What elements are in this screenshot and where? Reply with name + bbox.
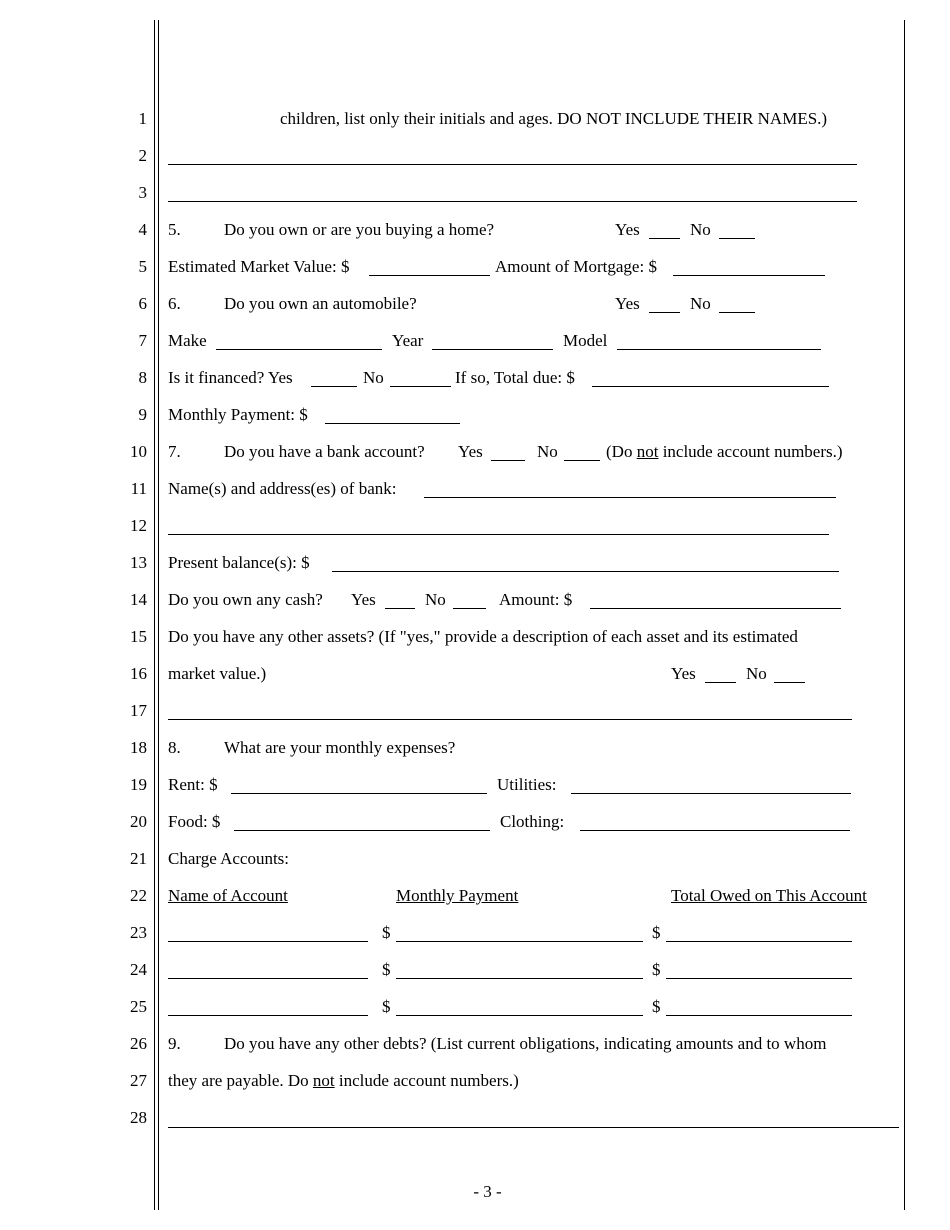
financed-yes-field[interactable] bbox=[311, 386, 357, 387]
bank-yes-field[interactable] bbox=[491, 460, 525, 461]
line-number: 1 bbox=[138, 109, 147, 128]
home-yes-field[interactable] bbox=[649, 238, 680, 239]
question-9-text: Do you have any other debts? (List current obligations, indicating amounts and to whom bbox=[224, 1034, 827, 1053]
line-number: 10 bbox=[130, 442, 147, 461]
assets-yes-field[interactable] bbox=[705, 682, 736, 683]
dollar-sign: $ bbox=[382, 960, 391, 979]
dollar-sign: $ bbox=[382, 997, 391, 1016]
auto-no-label: No bbox=[690, 294, 711, 313]
line-number: 16 bbox=[130, 664, 147, 683]
line-number: 14 bbox=[130, 590, 147, 609]
clothing-field[interactable] bbox=[580, 830, 850, 831]
question-5-text: Do you own or are you buying a home? bbox=[224, 220, 495, 239]
line-number: 17 bbox=[130, 701, 147, 720]
home-yes-label: Yes bbox=[615, 220, 640, 239]
line-number: 26 bbox=[130, 1034, 147, 1053]
monthly-payment-label: Monthly Payment: $ bbox=[168, 405, 308, 424]
account-name-field[interactable] bbox=[168, 1015, 368, 1016]
line-number: 18 bbox=[130, 738, 147, 757]
year-label: Year bbox=[392, 331, 424, 350]
note-text: they are payable. Do bbox=[168, 1071, 309, 1090]
question-5-number: 5. bbox=[168, 220, 181, 239]
mortgage-label: Amount of Mortgage: $ bbox=[495, 257, 657, 276]
line-number: 24 bbox=[130, 960, 147, 979]
bank-no-label: No bbox=[537, 442, 558, 461]
account-name-field[interactable] bbox=[168, 941, 368, 942]
right-margin-rule bbox=[904, 20, 905, 1210]
line-number: 2 bbox=[138, 146, 147, 165]
financed-yes-label: Is it financed? Yes bbox=[168, 368, 293, 387]
question-9-number: 9. bbox=[168, 1034, 181, 1053]
total-due-field[interactable] bbox=[592, 386, 829, 387]
line-number: 15 bbox=[130, 627, 147, 646]
line-number: 12 bbox=[130, 516, 147, 535]
question-7-number: 7. bbox=[168, 442, 181, 461]
dollar-sign: $ bbox=[652, 960, 661, 979]
make-field[interactable] bbox=[216, 349, 382, 350]
charge-accounts-label: Charge Accounts: bbox=[168, 849, 290, 868]
year-field[interactable] bbox=[432, 349, 553, 350]
food-field[interactable] bbox=[234, 830, 490, 831]
question-7-text: Do you have a bank account? bbox=[224, 442, 425, 461]
rent-field[interactable] bbox=[231, 793, 487, 794]
auto-yes-field[interactable] bbox=[649, 312, 680, 313]
left-margin-rule bbox=[154, 20, 155, 1210]
financed-no-label: No bbox=[363, 368, 384, 387]
account-owed-field[interactable] bbox=[666, 978, 852, 979]
monthly-payment-field[interactable] bbox=[325, 423, 460, 424]
line-number: 28 bbox=[130, 1108, 147, 1127]
financed-no-field[interactable] bbox=[390, 386, 451, 387]
note-emphasis: not bbox=[636, 442, 659, 461]
home-no-field[interactable] bbox=[719, 238, 755, 239]
assets-no-label: No bbox=[746, 664, 767, 683]
line-number: 4 bbox=[138, 220, 147, 239]
left-margin-rule-inner bbox=[158, 20, 159, 1210]
bank-name-field-continued[interactable] bbox=[168, 534, 829, 535]
line-number: 27 bbox=[130, 1071, 147, 1090]
line-number: 8 bbox=[138, 368, 147, 387]
note-emphasis: not bbox=[312, 1071, 335, 1090]
question-6-number: 6. bbox=[168, 294, 181, 313]
account-owed-field[interactable] bbox=[666, 1015, 852, 1016]
cash-yes-field[interactable] bbox=[385, 608, 415, 609]
column-header-account-name: Name of Account bbox=[168, 886, 288, 905]
cash-amount-label: Amount: $ bbox=[499, 590, 573, 609]
question-8-number: 8. bbox=[168, 738, 181, 757]
bank-yes-label: Yes bbox=[458, 442, 483, 461]
balance-label: Present balance(s): $ bbox=[168, 553, 310, 572]
children-instruction-text: children, list only their initials and ages. DO NOT INCLUDE THEIR NAMES.) bbox=[280, 109, 828, 128]
line-number: 13 bbox=[130, 553, 147, 572]
dollar-sign: $ bbox=[652, 923, 661, 942]
question-9-text-cont bbox=[168, 1071, 519, 1091]
clothing-label: Clothing: bbox=[500, 812, 565, 831]
line-number: 20 bbox=[130, 812, 147, 831]
cash-yes-label: Yes bbox=[351, 590, 376, 609]
line-number: 3 bbox=[138, 183, 147, 202]
balance-field[interactable] bbox=[332, 571, 839, 572]
children-blank-line[interactable] bbox=[168, 164, 857, 165]
account-payment-field[interactable] bbox=[396, 1015, 643, 1016]
bank-no-field[interactable] bbox=[564, 460, 600, 461]
assets-description-field[interactable] bbox=[168, 719, 852, 720]
market-value-label: Estimated Market Value: $ bbox=[168, 257, 350, 276]
note-text: include account numbers.) bbox=[338, 1071, 519, 1090]
account-number-note bbox=[606, 442, 843, 462]
other-debts-field[interactable] bbox=[168, 1127, 899, 1128]
column-header-total-owed: Total Owed on This Account bbox=[671, 886, 867, 905]
other-assets-question: Do you have any other assets? (If "yes," provide a description of each asset and its estimated bbox=[168, 627, 798, 646]
utilities-field[interactable] bbox=[571, 793, 851, 794]
total-due-label: If so, Total due: $ bbox=[455, 368, 575, 387]
line-number: 22 bbox=[130, 886, 147, 905]
note-text: (Do bbox=[606, 442, 633, 461]
line-number: 7 bbox=[138, 331, 147, 350]
bank-name-field[interactable] bbox=[424, 497, 836, 498]
dollar-sign: $ bbox=[652, 997, 661, 1016]
column-header-monthly-payment: Monthly Payment bbox=[396, 886, 519, 905]
make-label: Make bbox=[168, 331, 207, 350]
children-blank-line[interactable] bbox=[168, 201, 857, 202]
dollar-sign: $ bbox=[382, 923, 391, 942]
bank-name-label: Name(s) and address(es) of bank: bbox=[168, 479, 397, 498]
utilities-label: Utilities: bbox=[497, 775, 557, 794]
line-number: 21 bbox=[130, 849, 147, 868]
auto-yes-label: Yes bbox=[615, 294, 640, 313]
cash-no-field[interactable] bbox=[453, 608, 486, 609]
line-number: 6 bbox=[138, 294, 147, 313]
cash-question: Do you own any cash? bbox=[168, 590, 323, 609]
model-label: Model bbox=[563, 331, 608, 350]
food-label: Food: $ bbox=[168, 812, 221, 831]
cash-no-label: No bbox=[425, 590, 446, 609]
other-assets-question-cont: market value.) bbox=[168, 664, 267, 683]
account-owed-field[interactable] bbox=[666, 941, 852, 942]
rent-label: Rent: $ bbox=[168, 775, 218, 794]
account-payment-field[interactable] bbox=[396, 941, 643, 942]
mortgage-field[interactable] bbox=[673, 275, 825, 276]
note-text: include account numbers.) bbox=[662, 442, 843, 461]
auto-no-field[interactable] bbox=[719, 312, 755, 313]
assets-yes-label: Yes bbox=[671, 664, 696, 683]
home-no-label: No bbox=[690, 220, 711, 239]
market-value-field[interactable] bbox=[369, 275, 490, 276]
line-number: 11 bbox=[130, 479, 147, 498]
model-field[interactable] bbox=[617, 349, 821, 350]
account-payment-field[interactable] bbox=[396, 978, 643, 979]
cash-amount-field[interactable] bbox=[590, 608, 841, 609]
line-number: 23 bbox=[130, 923, 147, 942]
account-name-field[interactable] bbox=[168, 978, 368, 979]
line-number: 25 bbox=[130, 997, 147, 1016]
question-6-text: Do you own an automobile? bbox=[224, 294, 417, 313]
line-number: 19 bbox=[130, 775, 147, 794]
question-8-text: What are your monthly expenses? bbox=[224, 738, 456, 757]
assets-no-field[interactable] bbox=[774, 682, 805, 683]
line-number: 9 bbox=[138, 405, 147, 424]
page-number: - 3 - bbox=[473, 1182, 502, 1201]
line-number: 5 bbox=[138, 257, 147, 276]
